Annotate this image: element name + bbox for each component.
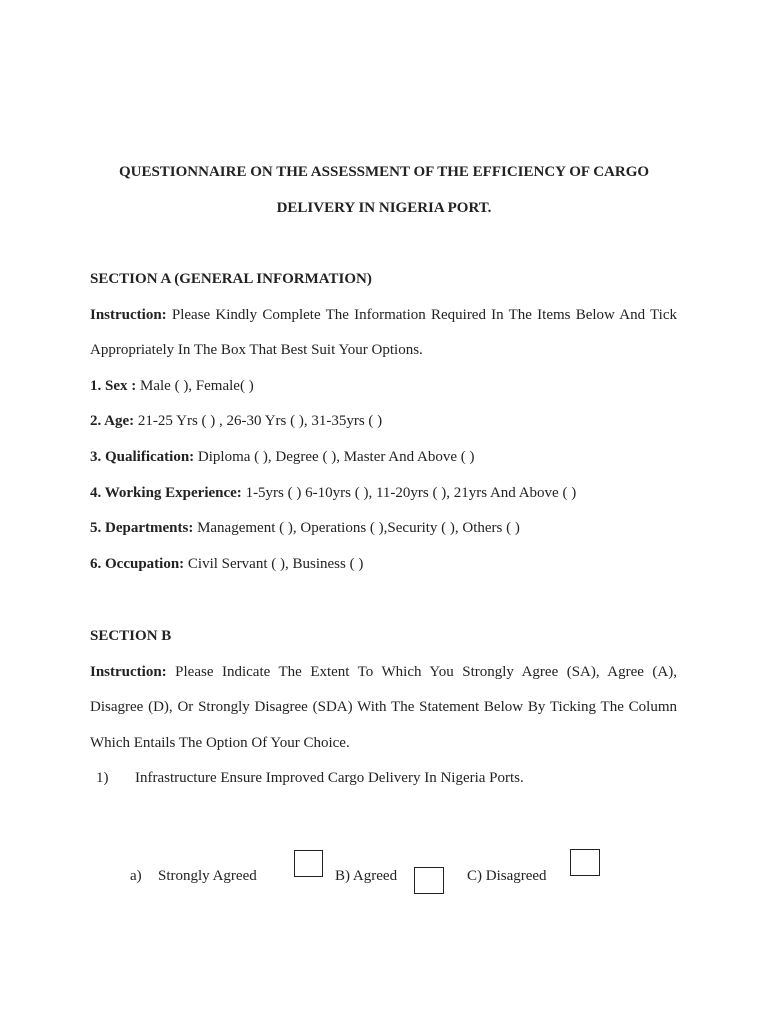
section-a-heading: SECTION A (GENERAL INFORMATION) [90,271,372,287]
instruction-text: Please Indicate The Extent To Which You Strongly Agree (SA), Agree (A), [175,664,678,680]
option-a-marker: a) [130,868,142,884]
instruction-label: Instruction: [90,307,167,323]
occupation-item [90,556,363,573]
item-label: 2. Age: [90,413,135,429]
section-b-heading: SECTION B [90,628,172,644]
sex-item [90,378,254,395]
item-options: Management ( ), Operations ( ),Security ( ), Others ( ) [197,520,520,536]
question-text: Infrastructure Ensure Improved Cargo Delivery In Nigeria Ports. [135,770,524,786]
section-b-instruction-line-2: Disagree (D), Or Strongly Disagree (SDA) With The Statement Below By Ticking The Column [90,699,677,715]
item-options: 1-5yrs ( ) 6-10yrs ( ), 11-20yrs ( ), 21yrs And Above ( ) [245,485,577,501]
option-agreed-label: B) Agreed [335,868,398,884]
strongly-agreed-checkbox[interactable] [294,850,323,877]
item-label: 6. Occupation: [90,556,185,572]
item-options: Male ( ), Female( ) [140,378,254,394]
option-disagreed-label: C) Disagreed [467,868,547,884]
document-title-line-2: DELIVERY IN NIGERIA PORT. [276,200,492,216]
instruction-text: Please Kindly Complete The Information Required In The Items Below And Tick [171,307,677,323]
item-label: 5. Departments: [90,520,194,536]
item-options: Diploma ( ), Degree ( ), Master And Above ( ) [197,449,475,465]
working-experience-item [90,485,576,502]
item-options: Civil Servant ( ), Business ( ) [187,556,364,572]
agreed-checkbox[interactable] [414,867,444,894]
document-title-line-1: QUESTIONNAIRE ON THE ASSESSMENT OF THE EFFICIENCY OF CARGO [118,164,650,180]
item-options: 21-25 Yrs ( ) , 26-30 Yrs ( ), 31-35yrs ( ) [137,413,383,429]
section-a-instruction-line-1 [90,307,677,324]
qualification-item [90,449,475,466]
question-number: 1) [96,770,109,786]
section-a-instruction-line-2: Appropriately In The Box That Best Suit Your Options. [90,342,423,358]
item-label: 3. Qualification: [90,449,195,465]
section-b-instruction-line-1 [90,664,677,681]
age-item [90,413,382,430]
instruction-label: Instruction: [90,664,167,680]
item-label: 4. Working Experience: [90,485,242,501]
departments-item [90,520,520,537]
item-label: 1. Sex : [90,378,137,394]
section-b-instruction-line-3: Which Entails The Option Of Your Choice. [90,735,350,751]
option-strongly-agreed-label: Strongly Agreed [158,868,257,884]
disagreed-checkbox[interactable] [570,849,600,876]
